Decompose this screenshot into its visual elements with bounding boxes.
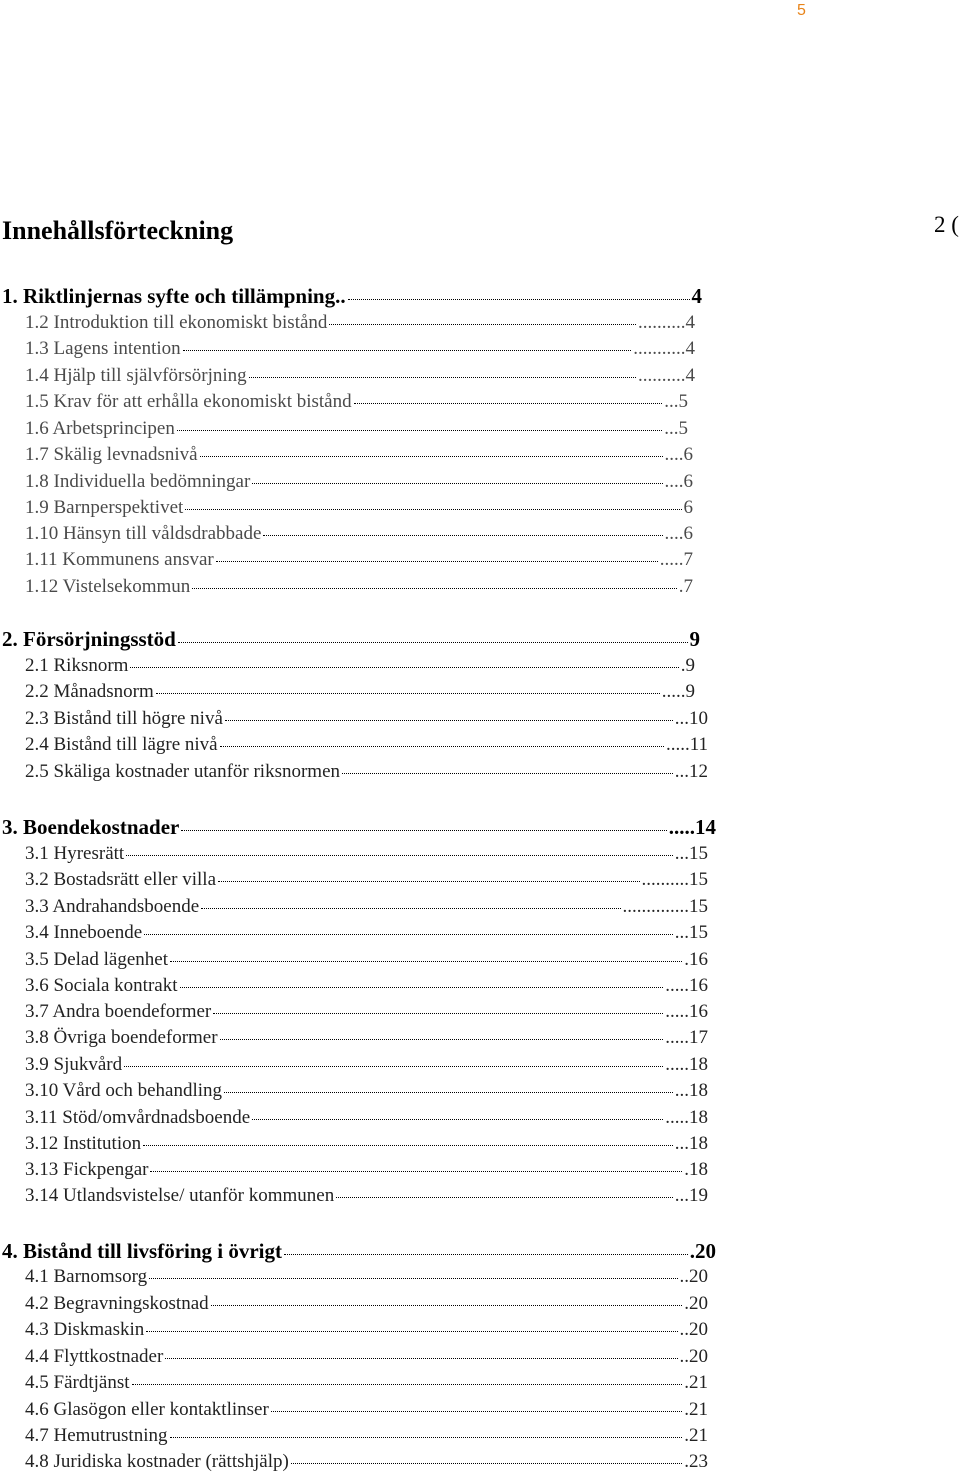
toc-heading-entry[interactable] [2, 1238, 716, 1264]
toc-dot-leader [216, 560, 658, 562]
toc-dot-leader [124, 1065, 663, 1067]
toc-entry[interactable] [25, 1449, 708, 1475]
toc-entry[interactable] [25, 547, 693, 573]
toc-entry-label: 3.4 Inneboende [25, 922, 143, 943]
toc-dot-leader [170, 960, 682, 962]
toc-entry-label: 2. Försörjningsstöd [2, 627, 176, 651]
toc-dot-leader [213, 1012, 663, 1014]
toc-entry-label: 3.14 Utlandsvistelse/ utanför kommunen [25, 1185, 335, 1206]
toc-entry-page: .....17 [665, 1027, 708, 1048]
toc-entry-label: 1.8 Individuella bedömningar [25, 471, 251, 492]
toc-entry-label: 4.5 Färdtjänst [25, 1372, 130, 1393]
toc-entry-page: .....14 [668, 815, 716, 839]
toc-entry-page: ..20 [679, 1319, 708, 1340]
toc-dot-leader [185, 508, 681, 510]
toc-dot-leader [224, 1091, 673, 1093]
toc-entry-label: 3. Boendekostnader [2, 815, 180, 839]
toc-entry-label: 1.11 Kommunens ansvar [25, 549, 214, 570]
toc-entry-label: 2.2 Månadsnorm [25, 681, 154, 702]
toc-entry-page: .16 [684, 949, 708, 970]
toc-dot-leader [218, 880, 639, 882]
toc-entry-page: ...10 [674, 708, 708, 729]
toc-entry-page: ...........4 [633, 338, 695, 359]
toc-entry-page: ...15 [674, 843, 708, 864]
toc-entry-label: 3.7 Andra boendeformer [25, 1001, 212, 1022]
toc-heading-entry[interactable] [2, 814, 716, 840]
toc-entry-page: .....18 [665, 1054, 708, 1075]
toc-entry-page: .....16 [665, 1001, 708, 1022]
toc-entry-label: 4. Bistånd till livsföring i övrigt [2, 1239, 283, 1263]
toc-dot-leader [201, 907, 620, 909]
toc-dot-leader [220, 1038, 664, 1040]
toc-heading-entry[interactable] [2, 626, 700, 652]
toc-entry[interactable] [25, 706, 708, 732]
toc-entry[interactable] [25, 894, 708, 920]
toc-title: Innehållsförteckning [2, 216, 234, 245]
toc-entry[interactable] [25, 521, 693, 547]
toc-dot-leader [354, 402, 663, 404]
toc-dot-leader [143, 1144, 673, 1146]
toc-entry-label: 3.9 Sjukvård [25, 1054, 123, 1075]
toc-entry-page: 6 [683, 497, 693, 518]
toc-entry-label: 2.3 Bistånd till högre nivå [25, 708, 223, 729]
toc-entry[interactable] [25, 999, 708, 1025]
toc-entry-page: 9 [689, 627, 700, 651]
toc-entry-page: ..20 [679, 1266, 708, 1287]
toc-entry-label: 3.5 Delad lägenhet [25, 949, 168, 970]
toc-dot-leader [192, 587, 676, 589]
toc-entry[interactable] [25, 1397, 708, 1423]
toc-entry[interactable] [25, 1423, 708, 1449]
toc-entry-page: ..........4 [638, 312, 695, 333]
toc-entry-page: ...12 [674, 761, 708, 782]
toc-entry[interactable] [25, 947, 708, 973]
toc-entry-page: ...19 [674, 1185, 708, 1206]
toc-entry[interactable] [25, 469, 693, 495]
toc-entry-page: ..20 [679, 1346, 708, 1367]
page-of-indicator: 2 ( [934, 212, 959, 237]
toc-entry-page: ..........4 [638, 365, 695, 386]
toc-entry[interactable] [25, 389, 688, 415]
toc-entry-label: 1.4 Hjälp till självförsörjning [25, 365, 247, 386]
toc-entry-page: ....6 [664, 523, 693, 544]
toc-entry-page: ....6 [664, 471, 693, 492]
toc-dot-leader [336, 1196, 673, 1198]
toc-entry-label: 1.12 Vistelsekommun [25, 576, 191, 597]
toc-entry[interactable] [25, 495, 693, 521]
toc-entry-page: .....9 [661, 681, 695, 702]
toc-dot-leader [329, 323, 636, 325]
toc-entry-page: .23 [684, 1451, 708, 1472]
toc-entry[interactable] [25, 1317, 708, 1343]
toc-dot-leader [252, 1118, 663, 1120]
toc-dot-leader [271, 1410, 682, 1412]
toc-dot-leader [284, 1253, 688, 1255]
toc-entry-label: 1.5 Krav för att erhålla ekonomiskt bistånd [25, 391, 352, 412]
toc-entry-page: .18 [684, 1159, 708, 1180]
toc-entry-label: 3.1 Hyresrätt [25, 843, 125, 864]
toc-dot-leader [150, 1170, 682, 1172]
toc-dot-leader [211, 1304, 683, 1306]
toc-entry-label: 3.13 Fickpengar [25, 1159, 149, 1180]
toc-entry-page: .20 [684, 1293, 708, 1314]
toc-entry-label: 3.8 Övriga boendeformer [25, 1027, 218, 1048]
toc-entry[interactable] [25, 363, 695, 389]
toc-entry-page: .....11 [665, 734, 708, 755]
toc-entry-label: 1. Riktlinjernas syfte och tillämpning.. [2, 284, 346, 308]
toc-entry[interactable] [25, 1025, 708, 1051]
toc-entry-label: 3.11 Stöd/omvårdnadsboende [25, 1107, 251, 1128]
toc-entry-label: 3.12 Institution [25, 1133, 142, 1154]
toc-entry-label: 3.2 Bostadsrätt eller villa [25, 869, 217, 890]
toc-entry-label: 4.6 Glasögon eller kontaktlinser [25, 1399, 269, 1420]
toc-entry-page: .....18 [665, 1107, 708, 1128]
toc-entry-label: 1.2 Introduktion till ekonomiskt bistånd [25, 312, 328, 333]
toc-entry-page: .7 [678, 576, 693, 597]
toc-entry[interactable] [25, 1078, 708, 1104]
toc-entry-label: 1.9 Barnperspektivet [25, 497, 184, 518]
toc-dot-leader [178, 641, 688, 643]
toc-entry-page: ...18 [674, 1133, 708, 1154]
toc-heading-entry[interactable] [2, 283, 702, 309]
toc-entry-label: 4.1 Barnomsorg [25, 1266, 148, 1287]
toc-entry[interactable] [25, 867, 708, 893]
toc-entry-page: ..........15 [641, 869, 708, 890]
toc-entry-label: 3.6 Sociala kontrakt [25, 975, 178, 996]
toc-dot-leader [149, 1277, 677, 1279]
toc-dot-leader [144, 933, 673, 935]
toc-entry-label: 4.4 Flyttkostnader [25, 1346, 164, 1367]
toc-entry[interactable] [25, 973, 708, 999]
toc-dot-leader [126, 854, 673, 856]
toc-entry-label: 3.3 Andrahandsboende [25, 896, 200, 917]
toc-entry-page: ..............15 [622, 896, 708, 917]
toc-entry-page: 4 [691, 284, 702, 308]
page-number: 5 [797, 2, 806, 19]
toc-entry-page: ....6 [664, 444, 693, 465]
toc-dot-leader [342, 772, 673, 774]
toc-entry-label: 1.10 Hänsyn till våldsdrabbade [25, 523, 262, 544]
toc-dot-leader [130, 666, 678, 668]
toc-entry[interactable] [25, 336, 695, 362]
toc-entry[interactable] [25, 1131, 708, 1157]
toc-entry[interactable] [25, 1052, 708, 1078]
toc-entry[interactable] [25, 1105, 708, 1131]
toc-dot-leader [165, 1357, 677, 1359]
toc-dot-leader [181, 829, 666, 831]
toc-entry[interactable] [25, 653, 695, 679]
toc-entry-label: 2.4 Bistånd till lägre nivå [25, 734, 218, 755]
toc-entry-label: 2.1 Riksnorm [25, 655, 129, 676]
toc-dot-leader [249, 376, 636, 378]
toc-dot-leader [348, 298, 690, 300]
toc-entry-label: 1.7 Skälig levnadsnivå [25, 444, 198, 465]
toc-entry-label: 4.2 Begravningskostnad [25, 1293, 209, 1314]
toc-entry[interactable] [25, 442, 693, 468]
toc-dot-leader [132, 1383, 683, 1385]
toc-entry[interactable] [25, 416, 688, 442]
toc-entry[interactable] [25, 1370, 708, 1396]
toc-entry[interactable] [25, 310, 695, 336]
toc-entry[interactable] [25, 1291, 708, 1317]
toc-entry[interactable] [25, 1157, 708, 1183]
toc-entry[interactable] [25, 1264, 708, 1290]
toc-entry-page: .....7 [659, 549, 693, 570]
toc-entry-page: .9 [680, 655, 695, 676]
toc-entry-page: ...5 [664, 418, 688, 439]
toc-dot-leader [180, 986, 664, 988]
toc-dot-leader [225, 719, 673, 721]
toc-dot-leader [291, 1462, 682, 1464]
toc-dot-leader [220, 745, 664, 747]
toc-entry-page: ...18 [674, 1080, 708, 1101]
toc-entry-page: .21 [684, 1425, 708, 1446]
toc-dot-leader [252, 482, 662, 484]
toc-entry[interactable] [25, 732, 708, 758]
toc-entry[interactable] [25, 1183, 708, 1209]
toc-dot-leader [156, 692, 660, 694]
toc-entry-label: 1.3 Lagens intention [25, 338, 181, 359]
toc-entry[interactable] [25, 841, 708, 867]
toc-dot-leader [177, 429, 662, 431]
toc-entry[interactable] [25, 920, 708, 946]
toc-entry-label: 1.6 Arbetsprincipen [25, 418, 175, 439]
toc-dot-leader [200, 455, 663, 457]
toc-dot-leader [263, 534, 662, 536]
toc-entry-page: .20 [689, 1239, 716, 1263]
toc-dot-leader [183, 349, 632, 351]
toc-entry-label: 2.5 Skäliga kostnader utanför riksnormen [25, 761, 341, 782]
toc-entry[interactable] [25, 679, 695, 705]
toc-entry[interactable] [25, 574, 693, 600]
toc-entry-label: 4.3 Diskmaskin [25, 1319, 145, 1340]
toc-entry[interactable] [25, 1344, 708, 1370]
toc-entry-page: .....16 [665, 975, 708, 996]
toc-entry-page: .21 [684, 1372, 708, 1393]
toc-entry-page: .21 [684, 1399, 708, 1420]
toc-entry-label: 4.7 Hemutrustning [25, 1425, 168, 1446]
toc-entry[interactable] [25, 759, 708, 785]
toc-entry-page: ...15 [674, 922, 708, 943]
toc-entry-label: 4.8 Juridiska kostnader (rättshjälp) [25, 1451, 289, 1472]
toc-dot-leader [170, 1436, 683, 1438]
toc-dot-leader [146, 1330, 677, 1332]
toc-entry-label: 3.10 Vård och behandling [25, 1080, 222, 1101]
toc-entry-page: ...5 [664, 391, 688, 412]
